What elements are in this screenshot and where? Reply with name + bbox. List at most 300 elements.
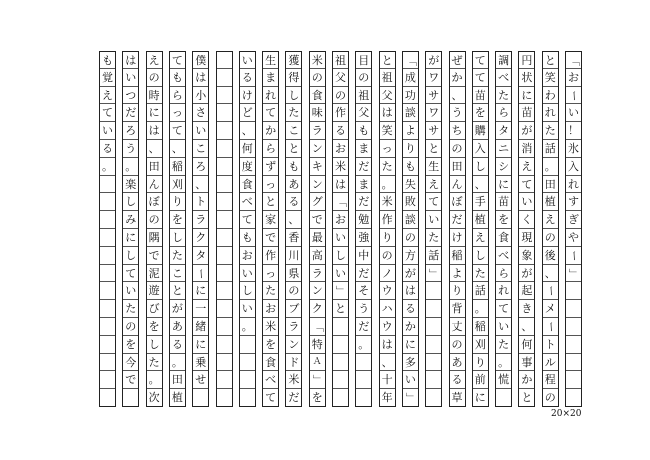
manuscript-cell: だ	[286, 389, 301, 407]
manuscript-cell: ん	[450, 176, 465, 194]
manuscript-cell: 乗	[193, 354, 208, 372]
manuscript-cell: り	[403, 140, 418, 158]
manuscript-cell: ぼ	[450, 193, 465, 211]
manuscript-cell: シ	[496, 158, 511, 176]
manuscript-cell: 得	[286, 69, 301, 87]
manuscript-cell: こ	[286, 122, 301, 140]
manuscript-cell	[100, 371, 115, 389]
manuscript-cell: 稲	[170, 158, 185, 176]
manuscript-cell: 米	[333, 158, 348, 176]
manuscript-column	[216, 51, 233, 407]
manuscript-cell: 目	[356, 51, 371, 69]
manuscript-cell: 田	[147, 158, 162, 176]
manuscript-column	[285, 51, 302, 407]
manuscript-cell: で	[263, 229, 278, 247]
manuscript-cell: も	[356, 122, 371, 140]
manuscript-cell: し	[473, 247, 488, 265]
manuscript-cell: さ	[193, 104, 208, 122]
manuscript-cell: ぎ	[566, 211, 581, 229]
manuscript-cell: 父	[333, 69, 348, 87]
manuscript-column	[122, 51, 139, 407]
manuscript-cell: 、	[450, 87, 465, 105]
manuscript-cell: っ	[263, 265, 278, 283]
manuscript-cell: う	[123, 140, 138, 158]
manuscript-cell: ら	[496, 104, 511, 122]
manuscript-cell: た	[496, 336, 511, 354]
manuscript-column	[495, 51, 512, 407]
manuscript-cell: い	[333, 229, 348, 247]
manuscript-cell: し	[286, 87, 301, 105]
manuscript-cell: の	[543, 229, 558, 247]
manuscript-cell: 現	[519, 229, 534, 247]
manuscript-cell: た	[286, 104, 301, 122]
manuscript-cell: だ	[356, 193, 371, 211]
manuscript-cell: 泥	[147, 265, 162, 283]
manuscript-cell: り	[380, 229, 395, 247]
manuscript-cell: 功	[403, 87, 418, 105]
manuscript-cell: い	[240, 300, 255, 318]
manuscript-cell: 香	[286, 229, 301, 247]
manuscript-cell: っ	[263, 176, 278, 194]
manuscript-cell: び	[147, 300, 162, 318]
manuscript-cell: お	[263, 300, 278, 318]
manuscript-cell: に	[519, 87, 534, 105]
manuscript-cell	[100, 193, 115, 211]
manuscript-cell: の	[286, 282, 301, 300]
manuscript-cell: 。	[496, 354, 511, 372]
manuscript-cell	[566, 336, 581, 354]
manuscript-cell: り	[170, 193, 185, 211]
manuscript-column	[99, 51, 116, 407]
manuscript-cell: お	[333, 140, 348, 158]
manuscript-cell: サ	[426, 122, 441, 140]
manuscript-cell: 円	[519, 51, 534, 69]
manuscript-cell: に	[193, 336, 208, 354]
manuscript-cell: お	[240, 247, 255, 265]
manuscript-cell: グ	[310, 193, 325, 211]
manuscript-cell: 勉	[356, 211, 371, 229]
manuscript-cell: で	[310, 211, 325, 229]
manuscript-column	[449, 51, 466, 407]
manuscript-cell: べ	[496, 69, 511, 87]
manuscript-cell: も	[286, 158, 301, 176]
manuscript-cell: を	[473, 104, 488, 122]
manuscript-cell: い	[496, 318, 511, 336]
manuscript-cell: だ	[356, 318, 371, 336]
manuscript-cell: の	[450, 140, 465, 158]
manuscript-cell: だ	[356, 265, 371, 283]
manuscript-cell: ン	[310, 176, 325, 194]
manuscript-column	[472, 51, 489, 407]
manuscript-cell: け	[450, 229, 465, 247]
manuscript-cell: る	[100, 140, 115, 158]
manuscript-column	[192, 51, 209, 407]
manuscript-cell: っ	[170, 104, 185, 122]
manuscript-cell: に	[123, 229, 138, 247]
manuscript-cell	[193, 389, 208, 407]
manuscript-cell: 隅	[147, 229, 162, 247]
manuscript-cell: ！	[566, 122, 581, 140]
manuscript-cell: ン	[310, 282, 325, 300]
manuscript-cell: 事	[519, 354, 534, 372]
manuscript-cell: と	[519, 389, 534, 407]
manuscript-cell: の	[147, 69, 162, 87]
manuscript-cell: 覚	[100, 69, 115, 87]
manuscript-cell: 十	[380, 371, 395, 389]
manuscript-cell: 」	[566, 265, 581, 283]
manuscript-cell	[100, 176, 115, 194]
manuscript-column	[169, 51, 186, 407]
manuscript-cell	[100, 389, 115, 407]
manuscript-cell: い	[333, 265, 348, 283]
manuscript-cell: し	[240, 282, 255, 300]
manuscript-cell: 植	[473, 211, 488, 229]
manuscript-cell: 祖	[333, 51, 348, 69]
manuscript-cell	[426, 389, 441, 407]
manuscript-cell: い	[240, 51, 255, 69]
manuscript-cell: 。	[100, 158, 115, 176]
manuscript-cell	[217, 300, 232, 318]
manuscript-cell: ー	[566, 87, 581, 105]
manuscript-cell: る	[403, 300, 418, 318]
manuscript-cell: ラ	[310, 122, 325, 140]
manuscript-column	[518, 51, 535, 407]
manuscript-cell: 強	[356, 229, 371, 247]
manuscript-cell: 前	[473, 371, 488, 389]
manuscript-cell: を	[170, 211, 185, 229]
grid-size-label: 20×20	[551, 409, 582, 419]
manuscript-cell: 「	[566, 51, 581, 69]
manuscript-cell: 話	[473, 282, 488, 300]
manuscript-cell	[217, 87, 232, 105]
manuscript-cell: ま	[356, 176, 371, 194]
manuscript-cell: 草	[450, 389, 465, 407]
manuscript-cell: て	[170, 51, 185, 69]
manuscript-cell: 祖	[356, 87, 371, 105]
manuscript-cell	[100, 265, 115, 283]
manuscript-cell: こ	[193, 140, 208, 158]
manuscript-cell: も	[170, 69, 185, 87]
manuscript-cell: ラ	[286, 318, 301, 336]
manuscript-cell: で	[123, 371, 138, 389]
manuscript-cell: え	[473, 229, 488, 247]
manuscript-cell: た	[473, 265, 488, 283]
manuscript-cell: 父	[356, 104, 371, 122]
manuscript-cell: も	[240, 229, 255, 247]
manuscript-cell: に	[496, 176, 511, 194]
manuscript-cell: 味	[310, 104, 325, 122]
manuscript-cell: 緒	[193, 318, 208, 336]
manuscript-cell	[566, 354, 581, 372]
manuscript-cell: う	[450, 104, 465, 122]
manuscript-cell	[356, 371, 371, 389]
manuscript-cell: 作	[380, 211, 395, 229]
manuscript-cell: に	[193, 282, 208, 300]
manuscript-cell: て	[123, 265, 138, 283]
manuscript-cell: と	[333, 300, 348, 318]
manuscript-cell: ら	[170, 87, 185, 105]
manuscript-cell: 稲	[450, 247, 465, 265]
manuscript-cell: の	[356, 69, 371, 87]
manuscript-cell: 程	[543, 371, 558, 389]
manuscript-cell: て	[263, 104, 278, 122]
manuscript-cell	[426, 371, 441, 389]
manuscript-cell: 話	[543, 140, 558, 158]
manuscript-cell	[566, 318, 581, 336]
manuscript-cell: 成	[403, 69, 418, 87]
manuscript-cell	[217, 176, 232, 194]
manuscript-cell: あ	[450, 354, 465, 372]
manuscript-cell: 入	[473, 140, 488, 158]
manuscript-cell: つ	[123, 87, 138, 105]
manuscript-cell: 一	[193, 300, 208, 318]
manuscript-cell: と	[543, 51, 558, 69]
manuscript-cell: サ	[426, 87, 441, 105]
manuscript-cell: を	[496, 211, 511, 229]
manuscript-cell: 、	[286, 211, 301, 229]
manuscript-cell: ン	[310, 140, 325, 158]
manuscript-cell: が	[426, 51, 441, 69]
manuscript-cell: と	[380, 51, 395, 69]
manuscript-cell: の	[450, 336, 465, 354]
manuscript-cell: か	[263, 122, 278, 140]
manuscript-cell: し	[170, 229, 185, 247]
manuscript-cell: 刈	[473, 336, 488, 354]
manuscript-cell	[217, 104, 232, 122]
manuscript-column	[239, 51, 256, 407]
manuscript-cell: て	[100, 104, 115, 122]
manuscript-cell: 食	[240, 176, 255, 194]
manuscript-cell: い	[100, 122, 115, 140]
manuscript-cell: 田	[170, 371, 185, 389]
manuscript-cell: き	[519, 300, 534, 318]
manuscript-column	[332, 51, 349, 407]
manuscript-cell: 食	[496, 229, 511, 247]
manuscript-cell	[566, 371, 581, 389]
manuscript-cell	[217, 140, 232, 158]
manuscript-cell	[240, 354, 255, 372]
manuscript-cell: し	[123, 193, 138, 211]
manuscript-cell: 。	[356, 336, 371, 354]
manuscript-cell: べ	[263, 371, 278, 389]
manuscript-cell	[217, 51, 232, 69]
manuscript-cell	[240, 371, 255, 389]
manuscript-cell: け	[240, 87, 255, 105]
manuscript-cell: 手	[473, 193, 488, 211]
manuscript-cell: 背	[450, 300, 465, 318]
manuscript-cell	[426, 336, 441, 354]
manuscript-cell: ぼ	[147, 193, 162, 211]
manuscript-cell: 「	[333, 193, 348, 211]
manuscript-cell: し	[123, 247, 138, 265]
manuscript-grid	[69, 51, 582, 407]
manuscript-cell: 」	[426, 265, 441, 283]
manuscript-cell	[100, 318, 115, 336]
manuscript-column	[402, 51, 419, 407]
manuscript-cell: 家	[263, 211, 278, 229]
manuscript-cell: 米	[263, 318, 278, 336]
manuscript-cell: る	[450, 371, 465, 389]
manuscript-cell: 笑	[380, 122, 395, 140]
manuscript-cell: と	[170, 282, 185, 300]
manuscript-cell: タ	[496, 122, 511, 140]
manuscript-cell	[333, 318, 348, 336]
manuscript-cell: に	[473, 389, 488, 407]
manuscript-cell: ん	[147, 176, 162, 194]
manuscript-cell	[496, 389, 511, 407]
manuscript-cell: あ	[170, 318, 185, 336]
manuscript-cell: 」	[333, 282, 348, 300]
manuscript-cell: え	[100, 87, 115, 105]
manuscript-cell	[217, 282, 232, 300]
manuscript-cell: 今	[123, 354, 138, 372]
manuscript-cell: る	[286, 193, 301, 211]
manuscript-cell: ニ	[496, 140, 511, 158]
manuscript-cell: 話	[426, 247, 441, 265]
manuscript-cell: 状	[519, 69, 534, 87]
manuscript-cell: 獲	[286, 51, 301, 69]
manuscript-cell: ハ	[380, 300, 395, 318]
manuscript-cell: 食	[263, 354, 278, 372]
manuscript-cell: と	[263, 193, 278, 211]
manuscript-cell: 談	[403, 211, 418, 229]
manuscript-cell: ー	[543, 282, 558, 300]
manuscript-cell: 。	[543, 158, 558, 176]
manuscript-column	[542, 51, 559, 407]
manuscript-cell: 作	[263, 247, 278, 265]
manuscript-cell: も	[100, 51, 115, 69]
manuscript-cell: に	[147, 104, 162, 122]
manuscript-cell: れ	[566, 176, 581, 194]
manuscript-cell: ウ	[380, 282, 395, 300]
manuscript-cell: 「	[310, 318, 325, 336]
manuscript-cell: 僕	[193, 51, 208, 69]
manuscript-cell: こ	[170, 265, 185, 283]
manuscript-cell: 苗	[473, 87, 488, 105]
manuscript-cell: 高	[310, 247, 325, 265]
manuscript-column	[309, 51, 326, 407]
manuscript-column	[262, 51, 279, 407]
manuscript-cell: 次	[147, 389, 162, 407]
manuscript-cell: 度	[240, 158, 255, 176]
manuscript-cell: の	[333, 87, 348, 105]
manuscript-cell: を	[310, 389, 325, 407]
manuscript-cell: 。	[380, 176, 395, 194]
manuscript-cell: 食	[310, 87, 325, 105]
manuscript-cell: て	[170, 122, 185, 140]
manuscript-column	[379, 51, 396, 407]
manuscript-cell	[426, 300, 441, 318]
manuscript-cell	[426, 282, 441, 300]
manuscript-cell: 父	[380, 87, 395, 105]
manuscript-cell: ト	[193, 193, 208, 211]
manuscript-cell: て	[473, 69, 488, 87]
manuscript-cell: 、	[170, 140, 185, 158]
manuscript-cell: て	[496, 300, 511, 318]
manuscript-cell: は	[380, 104, 395, 122]
manuscript-cell: 象	[519, 247, 534, 265]
manuscript-cell: そ	[356, 282, 371, 300]
manuscript-cell: て	[426, 193, 441, 211]
manuscript-cell: り	[450, 282, 465, 300]
manuscript-cell: だ	[356, 158, 371, 176]
manuscript-cell	[100, 336, 115, 354]
manuscript-cell: ど	[240, 104, 255, 122]
manuscript-cell: の	[147, 211, 162, 229]
manuscript-cell: る	[240, 69, 255, 87]
manuscript-cell	[333, 371, 348, 389]
manuscript-cell: ら	[263, 140, 278, 158]
manuscript-cell: か	[519, 371, 534, 389]
manuscript-cell	[217, 389, 232, 407]
manuscript-cell: え	[519, 158, 534, 176]
manuscript-cell: で	[147, 247, 162, 265]
manuscript-cell	[333, 354, 348, 372]
manuscript-cell: キ	[310, 158, 325, 176]
manuscript-cell: ワ	[426, 69, 441, 87]
manuscript-cell: ず	[263, 158, 278, 176]
manuscript-column	[425, 51, 442, 407]
manuscript-cell: 遊	[147, 282, 162, 300]
manuscript-cell: た	[496, 87, 511, 105]
manuscript-cell: 、	[240, 122, 255, 140]
manuscript-cell: ラ	[310, 265, 325, 283]
manuscript-cell: 起	[519, 282, 534, 300]
manuscript-cell: み	[123, 211, 138, 229]
manuscript-cell: い	[240, 265, 255, 283]
manuscript-cell	[217, 122, 232, 140]
manuscript-cell: や	[566, 229, 581, 247]
manuscript-cell: ー	[543, 318, 558, 336]
manuscript-cell: の	[380, 247, 395, 265]
manuscript-cell	[217, 371, 232, 389]
manuscript-cell	[100, 247, 115, 265]
manuscript-cell: 。	[147, 371, 162, 389]
manuscript-cell: た	[147, 354, 162, 372]
manuscript-cell: ル	[543, 354, 558, 372]
manuscript-cell: り	[473, 354, 488, 372]
manuscript-cell	[100, 229, 115, 247]
manuscript-cell: ノ	[380, 265, 395, 283]
manuscript-cell	[356, 354, 371, 372]
manuscript-cell: お	[566, 69, 581, 87]
manuscript-cell: は	[380, 336, 395, 354]
manuscript-column	[355, 51, 372, 407]
manuscript-cell: ろ	[123, 122, 138, 140]
manuscript-cell: く	[519, 211, 534, 229]
manuscript-cell: た	[543, 122, 558, 140]
manuscript-cell: ラ	[193, 211, 208, 229]
manuscript-cell: 苗	[519, 104, 534, 122]
manuscript-cell: か	[403, 318, 418, 336]
manuscript-cell: う	[356, 300, 371, 318]
manuscript-cell: て	[240, 211, 255, 229]
manuscript-cell: か	[450, 69, 465, 87]
manuscript-cell: 楽	[123, 176, 138, 194]
manuscript-cell: 、	[543, 265, 558, 283]
manuscript-cell: も	[403, 158, 418, 176]
manuscript-cell: 何	[240, 140, 255, 158]
manuscript-cell: は	[403, 282, 418, 300]
manuscript-cell: し	[333, 247, 348, 265]
manuscript-cell	[333, 389, 348, 407]
manuscript-cell: 小	[193, 87, 208, 105]
manuscript-cell: が	[519, 265, 534, 283]
manuscript-cell	[217, 211, 232, 229]
manuscript-cell: が	[403, 265, 418, 283]
manuscript-cell	[217, 229, 232, 247]
manuscript-cell	[356, 389, 371, 407]
